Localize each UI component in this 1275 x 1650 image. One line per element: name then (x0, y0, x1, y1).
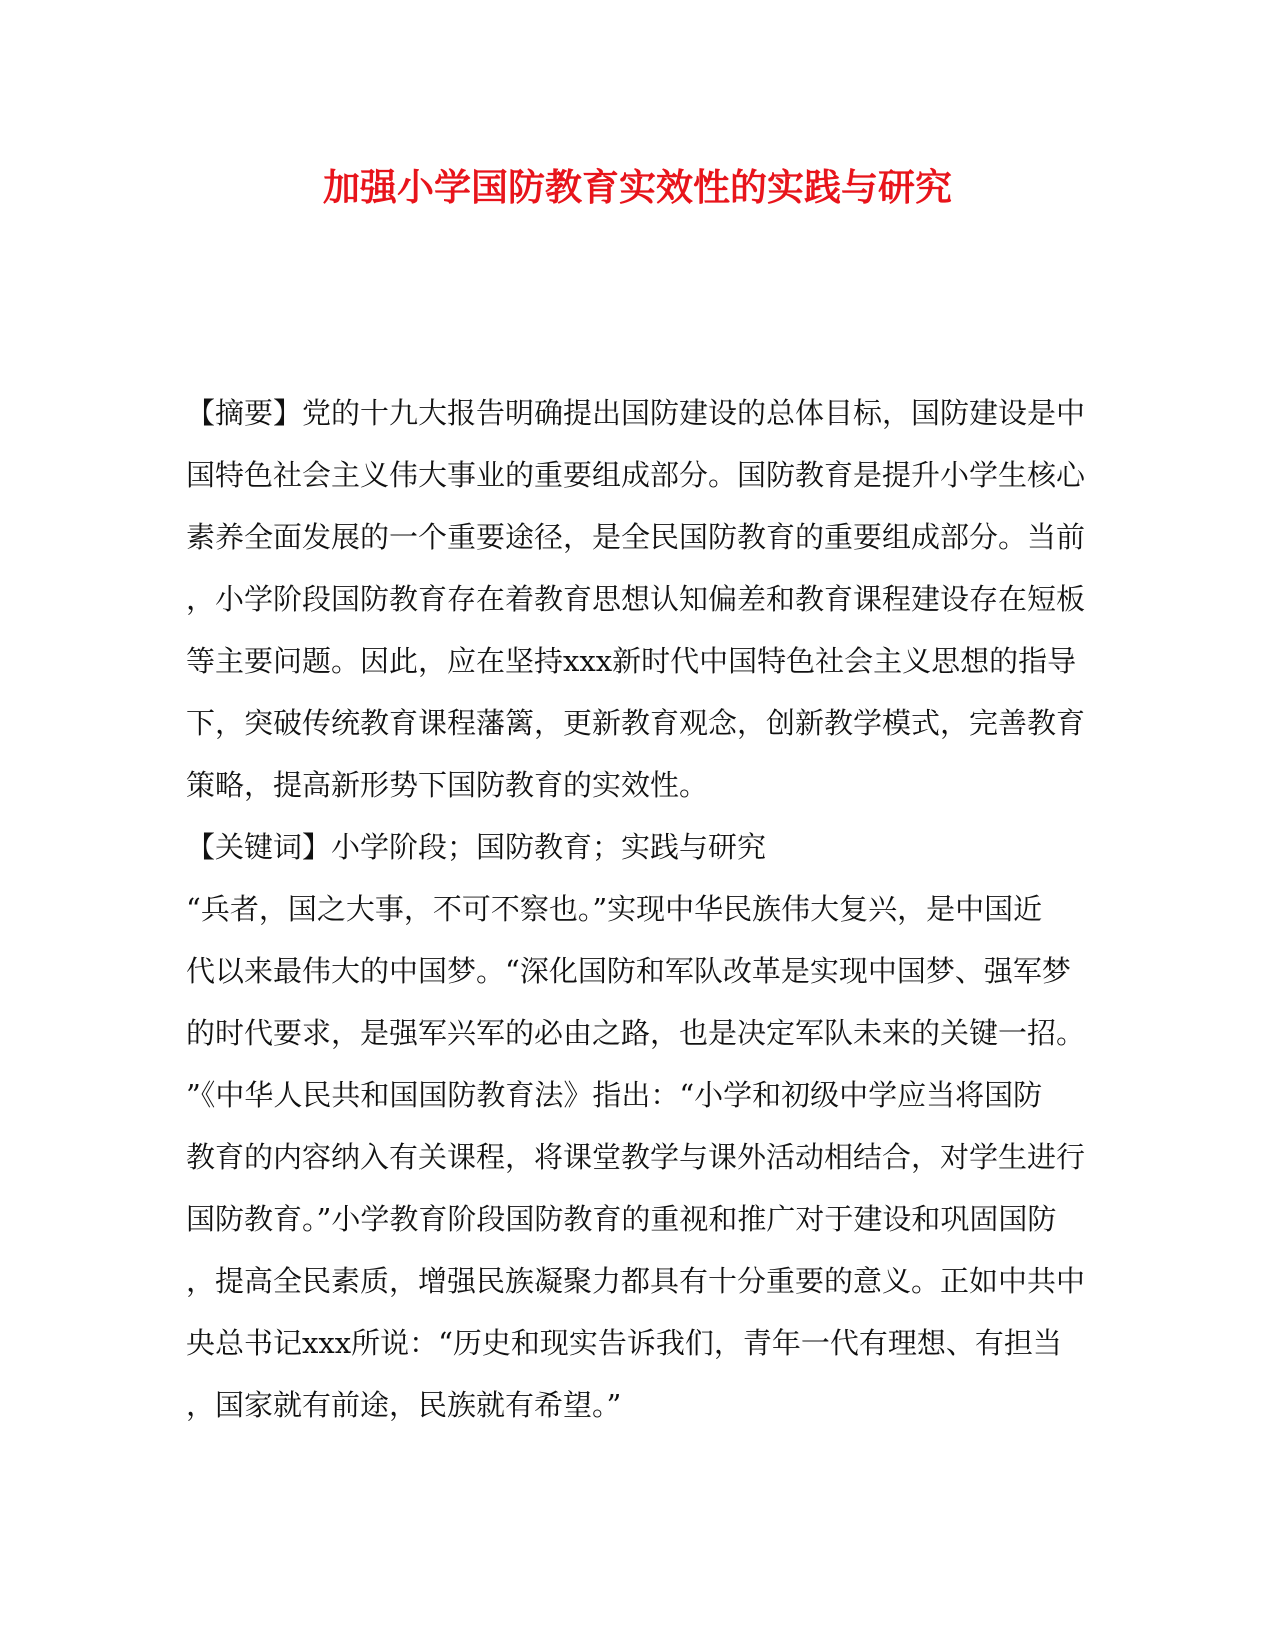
paragraph-line: 代以来最伟大的中国梦。“深化国防和军队改革是实现中国梦、强军梦 (186, 954, 1071, 988)
paragraph-line: 【摘要】党的十九大报告明确提出国防建设的总体目标，国防建设是中 (186, 396, 1086, 430)
paragraph-line: 等主要问题。因此，应在坚持xxx新时代中国特色社会主义思想的指导 (186, 644, 1077, 678)
paragraph-line: “兵者，国之大事，不可不察也。”实现中华民族伟大复兴，是中国近 (186, 892, 1043, 926)
paragraph-line: 教育的内容纳入有关课程，将课堂教学与课外活动相结合，对学生进行 (186, 1140, 1086, 1174)
paragraph-line: 央总书记xxx所说：“历史和现实告诉我们，青年一代有理想、有担当 (186, 1326, 1062, 1360)
paragraph-line: 国防教育。”小学教育阶段国防教育的重视和推广对于建设和巩固国防 (186, 1202, 1057, 1236)
paragraph-line: 的时代要求，是强军兴军的必由之路，也是决定军队未来的关键一招。 (186, 1016, 1086, 1050)
paragraph-line: 下，突破传统教育课程藩篱，更新教育观念，创新教学模式，完善教育 (186, 706, 1086, 740)
paragraph-line: 策略，提高新形势下国防教育的实效性。 (186, 768, 709, 802)
paragraph-line: 素养全面发展的一个重要途径，是全民国防教育的重要组成部分。当前 (186, 520, 1086, 554)
paragraph-line: 国特色社会主义伟大事业的重要组成部分。国防教育是提升小学生核心 (186, 458, 1086, 492)
paragraph-line: ，提高全民素质，增强民族凝聚力都具有十分重要的意义。正如中共中 (186, 1264, 1086, 1298)
keywords-line: 【关键词】小学阶段；国防教育；实践与研究 (186, 830, 767, 864)
paragraph-line: ，国家就有前途，民族就有希望。” (186, 1388, 622, 1422)
paragraph-line: ”《中华人民共和国国防教育法》指出：“小学和初级中学应当将国防 (186, 1078, 1043, 1112)
paragraph-line: ，小学阶段国防教育存在着教育思想认知偏差和教育课程建设存在短板 (186, 582, 1086, 616)
document-title: 加强小学国防教育实效性的实践与研究 (323, 165, 952, 209)
